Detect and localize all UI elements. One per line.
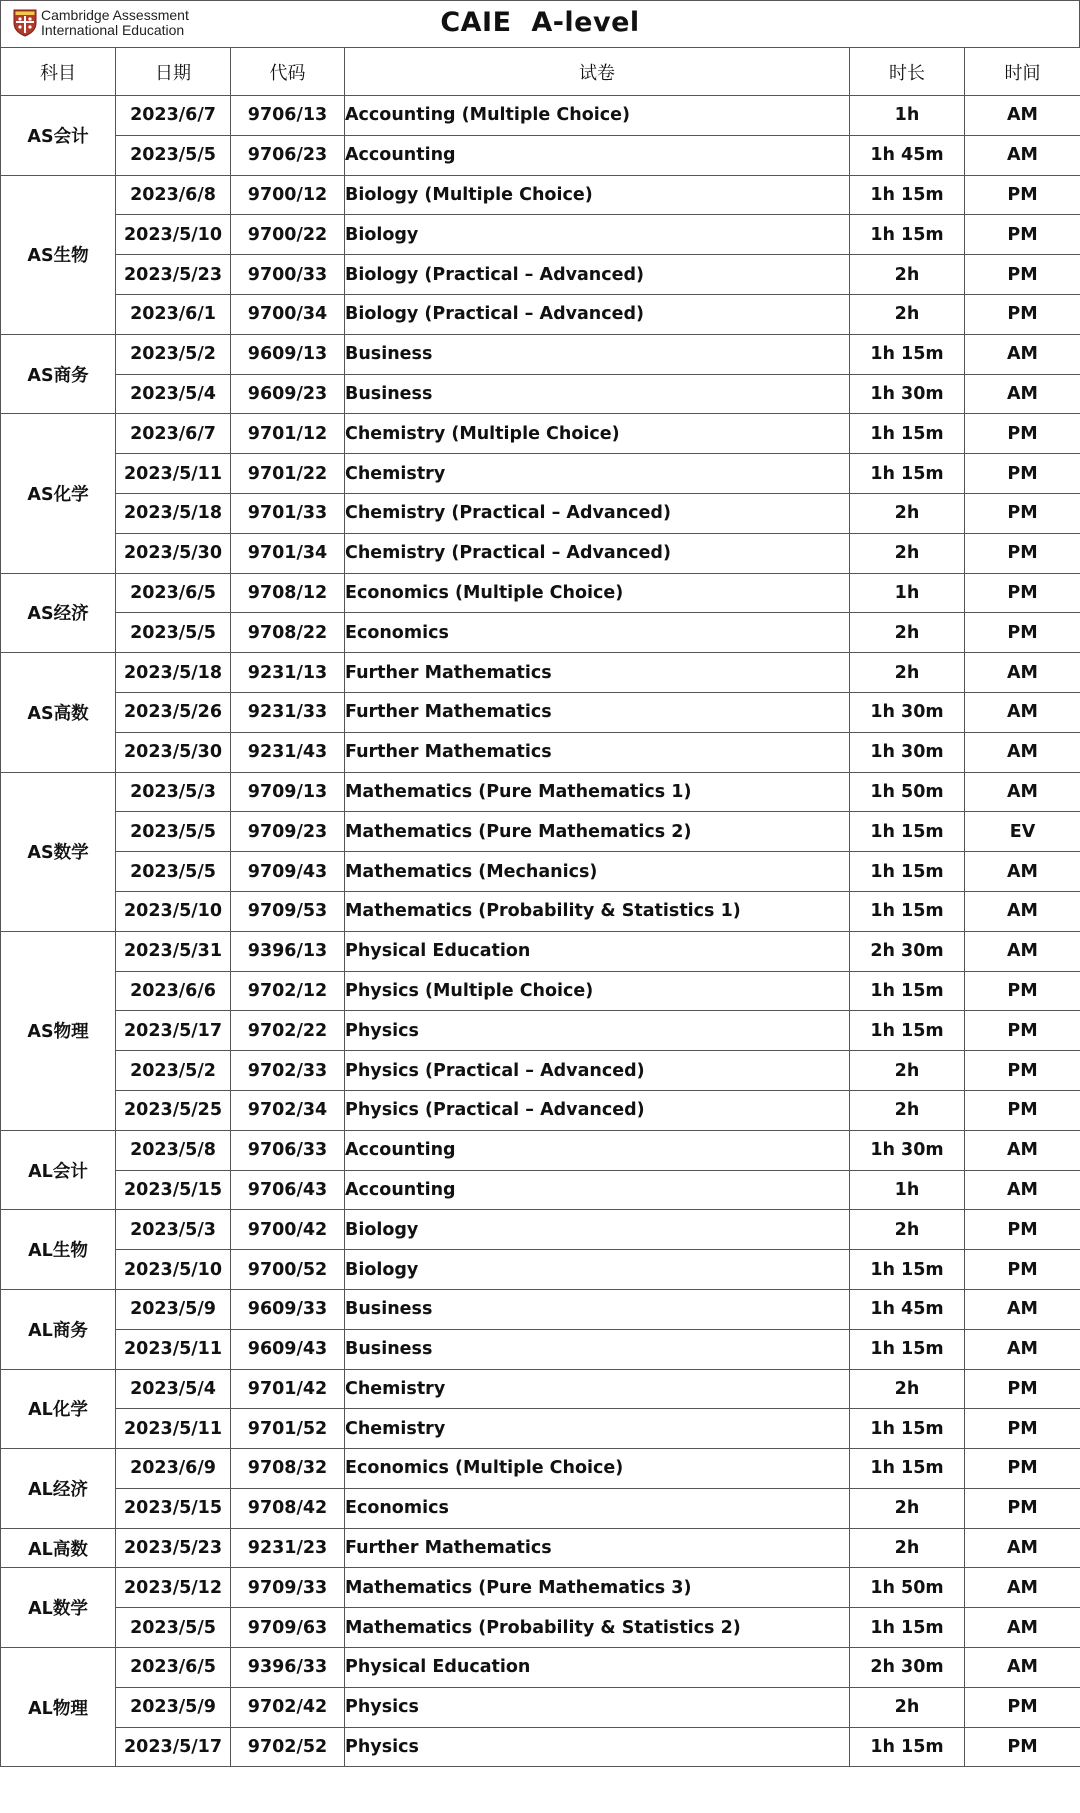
code-cell: 9231/33 (231, 692, 345, 732)
date-cell: 2023/5/15 (116, 1488, 231, 1528)
table-row (1, 1568, 1080, 1608)
paper-cell: Biology (345, 1250, 850, 1290)
code-cell: 9709/63 (231, 1608, 345, 1648)
date-cell: 2023/5/5 (116, 812, 231, 852)
code-cell: 9709/53 (231, 891, 345, 931)
time-cell: PM (965, 613, 1080, 653)
table-row (1, 692, 1080, 732)
paper-cell: Business (345, 374, 850, 414)
date-cell: 2023/6/5 (116, 1648, 231, 1688)
date-cell: 2023/5/8 (116, 1130, 231, 1170)
time-cell: AM (965, 931, 1080, 971)
subject-cell: AS物理 (1, 931, 116, 1130)
duration-cell: 1h 15m (850, 1409, 965, 1449)
paper-cell: Further Mathematics (345, 1528, 850, 1568)
subject-cell: AS会计 (1, 96, 116, 176)
table-body (1, 96, 1080, 1767)
date-cell: 2023/5/5 (116, 852, 231, 892)
date-cell: 2023/5/17 (116, 1011, 231, 1051)
duration-cell: 2h (850, 613, 965, 653)
paper-cell: Physical Education (345, 1648, 850, 1688)
time-cell: PM (965, 1687, 1080, 1727)
date-cell: 2023/5/4 (116, 374, 231, 414)
date-cell: 2023/5/10 (116, 215, 231, 255)
subject-cell: AS经济 (1, 573, 116, 653)
paper-cell: Chemistry (345, 1409, 850, 1449)
duration-cell: 2h (850, 653, 965, 693)
paper-cell: Mathematics (Pure Mathematics 1) (345, 772, 850, 812)
date-cell: 2023/5/12 (116, 1568, 231, 1608)
date-cell: 2023/5/23 (116, 255, 231, 295)
time-cell: PM (965, 1488, 1080, 1528)
date-cell: 2023/6/5 (116, 573, 231, 613)
date-cell: 2023/5/3 (116, 772, 231, 812)
table-row (1, 1130, 1080, 1170)
code-cell: 9708/12 (231, 573, 345, 613)
duration-cell: 1h 30m (850, 1130, 965, 1170)
code-cell: 9700/34 (231, 294, 345, 334)
time-cell: PM (965, 493, 1080, 533)
table-row (1, 1648, 1080, 1688)
date-cell: 2023/5/15 (116, 1170, 231, 1210)
time-cell: PM (965, 454, 1080, 494)
time-cell: PM (965, 1210, 1080, 1250)
table-row (1, 732, 1080, 772)
paper-cell: Economics (345, 1488, 850, 1528)
date-cell: 2023/5/10 (116, 1250, 231, 1290)
date-cell: 2023/5/5 (116, 613, 231, 653)
date-cell: 2023/6/7 (116, 96, 231, 136)
paper-cell: Physics (345, 1727, 850, 1767)
table-row (1, 1090, 1080, 1130)
table-row (1, 493, 1080, 533)
code-cell: 9706/23 (231, 135, 345, 175)
time-cell: AM (965, 135, 1080, 175)
table-row (1, 1289, 1080, 1329)
code-cell: 9231/23 (231, 1528, 345, 1568)
logo-line-2: International Education (41, 22, 185, 38)
code-cell: 9700/33 (231, 255, 345, 295)
date-cell: 2023/5/10 (116, 891, 231, 931)
subject-cell: AS高数 (1, 653, 116, 772)
duration-cell: 1h 15m (850, 1250, 965, 1290)
code-cell: 9706/33 (231, 1130, 345, 1170)
date-cell: 2023/5/30 (116, 732, 231, 772)
date-cell: 2023/5/17 (116, 1727, 231, 1767)
table-row (1, 891, 1080, 931)
paper-cell: Accounting (345, 1130, 850, 1170)
duration-cell: 2h (850, 255, 965, 295)
paper-cell: Mathematics (Pure Mathematics 2) (345, 812, 850, 852)
duration-cell: 2h (850, 1369, 965, 1409)
paper-cell: Mathematics (Pure Mathematics 3) (345, 1568, 850, 1608)
date-cell: 2023/5/23 (116, 1528, 231, 1568)
table-row (1, 613, 1080, 653)
duration-cell: 1h 50m (850, 772, 965, 812)
date-cell: 2023/6/7 (116, 414, 231, 454)
subject-cell: AL生物 (1, 1210, 116, 1290)
subject-cell: AS生物 (1, 175, 116, 334)
paper-cell: Physics (Practical – Advanced) (345, 1051, 850, 1091)
duration-cell: 1h 15m (850, 1449, 965, 1489)
date-cell: 2023/6/6 (116, 971, 231, 1011)
code-cell: 9702/22 (231, 1011, 345, 1051)
date-cell: 2023/5/5 (116, 1608, 231, 1648)
table-header-row (1, 48, 1080, 96)
duration-cell: 2h (850, 1528, 965, 1568)
column-header-code: 代码 (231, 48, 345, 96)
paper-cell: Mathematics (Probability & Statistics 2) (345, 1608, 850, 1648)
subject-cell: AL数学 (1, 1568, 116, 1648)
paper-cell: Further Mathematics (345, 653, 850, 693)
time-cell: AM (965, 1568, 1080, 1608)
duration-cell: 1h 15m (850, 1329, 965, 1369)
duration-cell: 1h 15m (850, 215, 965, 255)
table-row (1, 812, 1080, 852)
subject-cell: AS商务 (1, 334, 116, 414)
paper-cell: Physics (Multiple Choice) (345, 971, 850, 1011)
subject-cell: AS化学 (1, 414, 116, 573)
table-row (1, 1608, 1080, 1648)
date-cell: 2023/5/30 (116, 533, 231, 573)
time-cell: AM (965, 1289, 1080, 1329)
date-cell: 2023/5/25 (116, 1090, 231, 1130)
duration-cell: 1h 50m (850, 1568, 965, 1608)
duration-cell: 1h 30m (850, 732, 965, 772)
code-cell: 9700/52 (231, 1250, 345, 1290)
table-row (1, 533, 1080, 573)
duration-cell: 1h 15m (850, 1727, 965, 1767)
paper-cell: Chemistry (Practical – Advanced) (345, 493, 850, 533)
time-cell: AM (965, 374, 1080, 414)
table-row (1, 1011, 1080, 1051)
time-cell: AM (965, 1130, 1080, 1170)
duration-cell: 1h 15m (850, 454, 965, 494)
time-cell: AM (965, 772, 1080, 812)
table-row (1, 1250, 1080, 1290)
duration-cell: 2h (850, 1687, 965, 1727)
table-row (1, 414, 1080, 454)
logo-line-1: Cambridge Assessment (41, 7, 189, 23)
table-row (1, 374, 1080, 414)
date-cell: 2023/5/18 (116, 493, 231, 533)
time-cell: PM (965, 1090, 1080, 1130)
time-cell: AM (965, 96, 1080, 136)
time-cell: PM (965, 971, 1080, 1011)
duration-cell: 1h 45m (850, 1289, 965, 1329)
time-cell: PM (965, 1727, 1080, 1767)
date-cell: 2023/5/26 (116, 692, 231, 732)
code-cell: 9709/43 (231, 852, 345, 892)
duration-cell: 2h 30m (850, 931, 965, 971)
time-cell: PM (965, 175, 1080, 215)
paper-cell: Mathematics (Probability & Statistics 1) (345, 891, 850, 931)
paper-cell: Biology (Multiple Choice) (345, 175, 850, 215)
paper-cell: Economics (Multiple Choice) (345, 1449, 850, 1489)
time-cell: AM (965, 1170, 1080, 1210)
time-cell: PM (965, 573, 1080, 613)
paper-cell: Biology (345, 1210, 850, 1250)
code-cell: 9700/12 (231, 175, 345, 215)
table-row (1, 215, 1080, 255)
code-cell: 9708/32 (231, 1449, 345, 1489)
date-cell: 2023/5/31 (116, 931, 231, 971)
column-header-date: 日期 (116, 48, 231, 96)
table-row (1, 175, 1080, 215)
duration-cell: 2h (850, 294, 965, 334)
table-row (1, 1210, 1080, 1250)
duration-cell: 2h (850, 1488, 965, 1528)
code-cell: 9609/33 (231, 1289, 345, 1329)
code-cell: 9706/43 (231, 1170, 345, 1210)
time-cell: PM (965, 1409, 1080, 1449)
paper-cell: Accounting (Multiple Choice) (345, 96, 850, 136)
time-cell: PM (965, 533, 1080, 573)
date-cell: 2023/5/11 (116, 454, 231, 494)
date-cell: 2023/5/2 (116, 1051, 231, 1091)
paper-cell: Chemistry (Practical – Advanced) (345, 533, 850, 573)
paper-cell: Mathematics (Mechanics) (345, 852, 850, 892)
duration-cell: 1h 15m (850, 852, 965, 892)
date-cell: 2023/5/11 (116, 1329, 231, 1369)
duration-cell: 1h (850, 96, 965, 136)
column-header-time: 时间 (965, 48, 1080, 96)
subject-cell: AL化学 (1, 1369, 116, 1449)
page-title: CAIE A-level (440, 7, 640, 38)
time-cell: PM (965, 1011, 1080, 1051)
time-cell: AM (965, 1329, 1080, 1369)
time-cell: PM (965, 294, 1080, 334)
exam-schedule-table (0, 47, 1080, 1767)
code-cell: 9700/42 (231, 1210, 345, 1250)
duration-cell: 2h (850, 1090, 965, 1130)
duration-cell: 1h 15m (850, 891, 965, 931)
duration-cell: 1h 30m (850, 692, 965, 732)
code-cell: 9700/22 (231, 215, 345, 255)
subject-cell: AL会计 (1, 1130, 116, 1210)
paper-cell: Economics (345, 613, 850, 653)
table-row (1, 1687, 1080, 1727)
paper-cell: Further Mathematics (345, 692, 850, 732)
code-cell: 9396/13 (231, 931, 345, 971)
table-row (1, 772, 1080, 812)
time-cell: AM (965, 653, 1080, 693)
column-header-paper: 试卷 (345, 48, 850, 96)
paper-cell: Accounting (345, 135, 850, 175)
code-cell: 9709/23 (231, 812, 345, 852)
table-row (1, 1329, 1080, 1369)
duration-cell: 1h 15m (850, 971, 965, 1011)
time-cell: EV (965, 812, 1080, 852)
code-cell: 9702/12 (231, 971, 345, 1011)
duration-cell: 2h 30m (850, 1648, 965, 1688)
time-cell: PM (965, 215, 1080, 255)
duration-cell: 1h 30m (850, 374, 965, 414)
table-row (1, 135, 1080, 175)
table-row (1, 931, 1080, 971)
table-row (1, 454, 1080, 494)
code-cell: 9702/34 (231, 1090, 345, 1130)
duration-cell: 1h 15m (850, 414, 965, 454)
paper-cell: Business (345, 334, 850, 374)
column-header-subject: 科目 (1, 48, 116, 96)
date-cell: 2023/6/1 (116, 294, 231, 334)
table-row (1, 1170, 1080, 1210)
table-row (1, 852, 1080, 892)
time-cell: AM (965, 692, 1080, 732)
duration-cell: 1h (850, 1170, 965, 1210)
duration-cell: 1h 45m (850, 135, 965, 175)
time-cell: PM (965, 1250, 1080, 1290)
table-row (1, 1727, 1080, 1767)
date-cell: 2023/5/18 (116, 653, 231, 693)
paper-cell: Further Mathematics (345, 732, 850, 772)
duration-cell: 2h (850, 493, 965, 533)
code-cell: 9709/33 (231, 1568, 345, 1608)
subject-cell: AS数学 (1, 772, 116, 931)
date-cell: 2023/6/9 (116, 1449, 231, 1489)
time-cell: AM (965, 334, 1080, 374)
paper-cell: Biology (Practical – Advanced) (345, 294, 850, 334)
duration-cell: 1h 15m (850, 812, 965, 852)
table-row (1, 971, 1080, 1011)
date-cell: 2023/5/9 (116, 1289, 231, 1329)
code-cell: 9701/33 (231, 493, 345, 533)
header-bar (0, 0, 1080, 48)
paper-cell: Chemistry (345, 454, 850, 494)
code-cell: 9231/13 (231, 653, 345, 693)
code-cell: 9702/33 (231, 1051, 345, 1091)
code-cell: 9706/13 (231, 96, 345, 136)
table-row (1, 334, 1080, 374)
table-row (1, 573, 1080, 613)
subject-cell: AL商务 (1, 1289, 116, 1369)
paper-cell: Physical Education (345, 931, 850, 971)
table-row (1, 255, 1080, 295)
date-cell: 2023/5/9 (116, 1687, 231, 1727)
time-cell: PM (965, 414, 1080, 454)
code-cell: 9609/23 (231, 374, 345, 414)
code-cell: 9701/42 (231, 1369, 345, 1409)
code-cell: 9709/13 (231, 772, 345, 812)
time-cell: PM (965, 1369, 1080, 1409)
duration-cell: 1h 15m (850, 175, 965, 215)
duration-cell: 2h (850, 1051, 965, 1091)
paper-cell: Biology (345, 215, 850, 255)
duration-cell: 2h (850, 1210, 965, 1250)
paper-cell: Economics (Multiple Choice) (345, 573, 850, 613)
date-cell: 2023/6/8 (116, 175, 231, 215)
table-row (1, 1449, 1080, 1489)
paper-cell: Physics (345, 1011, 850, 1051)
table-row (1, 1488, 1080, 1528)
code-cell: 9708/42 (231, 1488, 345, 1528)
code-cell: 9701/34 (231, 533, 345, 573)
subject-cell: AL高数 (1, 1528, 116, 1568)
paper-cell: Business (345, 1289, 850, 1329)
time-cell: AM (965, 852, 1080, 892)
duration-cell: 1h (850, 573, 965, 613)
table-row (1, 96, 1080, 136)
code-cell: 9609/13 (231, 334, 345, 374)
paper-cell: Chemistry (345, 1369, 850, 1409)
paper-cell: Physics (Practical – Advanced) (345, 1090, 850, 1130)
table-row (1, 1528, 1080, 1568)
table-row (1, 1051, 1080, 1091)
code-cell: 9701/52 (231, 1409, 345, 1449)
table-row (1, 294, 1080, 334)
paper-cell: Biology (Practical – Advanced) (345, 255, 850, 295)
date-cell: 2023/5/4 (116, 1369, 231, 1409)
code-cell: 9702/42 (231, 1687, 345, 1727)
subject-cell: AL经济 (1, 1449, 116, 1529)
paper-cell: Business (345, 1329, 850, 1369)
code-cell: 9231/43 (231, 732, 345, 772)
column-header-duration: 时长 (850, 48, 965, 96)
code-cell: 9702/52 (231, 1727, 345, 1767)
time-cell: AM (965, 732, 1080, 772)
time-cell: AM (965, 1648, 1080, 1688)
time-cell: PM (965, 1051, 1080, 1091)
paper-cell: Accounting (345, 1170, 850, 1210)
duration-cell: 1h 15m (850, 1011, 965, 1051)
code-cell: 9701/22 (231, 454, 345, 494)
duration-cell: 1h 15m (850, 334, 965, 374)
date-cell: 2023/5/2 (116, 334, 231, 374)
paper-cell: Physics (345, 1687, 850, 1727)
code-cell: 9708/22 (231, 613, 345, 653)
date-cell: 2023/5/11 (116, 1409, 231, 1449)
time-cell: AM (965, 891, 1080, 931)
time-cell: AM (965, 1608, 1080, 1648)
table-row (1, 1409, 1080, 1449)
paper-cell: Chemistry (Multiple Choice) (345, 414, 850, 454)
time-cell: PM (965, 1449, 1080, 1489)
duration-cell: 1h 15m (850, 1608, 965, 1648)
time-cell: PM (965, 255, 1080, 295)
table-row (1, 1369, 1080, 1409)
code-cell: 9701/12 (231, 414, 345, 454)
code-cell: 9396/33 (231, 1648, 345, 1688)
date-cell: 2023/5/5 (116, 135, 231, 175)
time-cell: AM (965, 1528, 1080, 1568)
table-row (1, 653, 1080, 693)
subject-cell: AL物理 (1, 1648, 116, 1767)
duration-cell: 2h (850, 533, 965, 573)
code-cell: 9609/43 (231, 1329, 345, 1369)
date-cell: 2023/5/3 (116, 1210, 231, 1250)
